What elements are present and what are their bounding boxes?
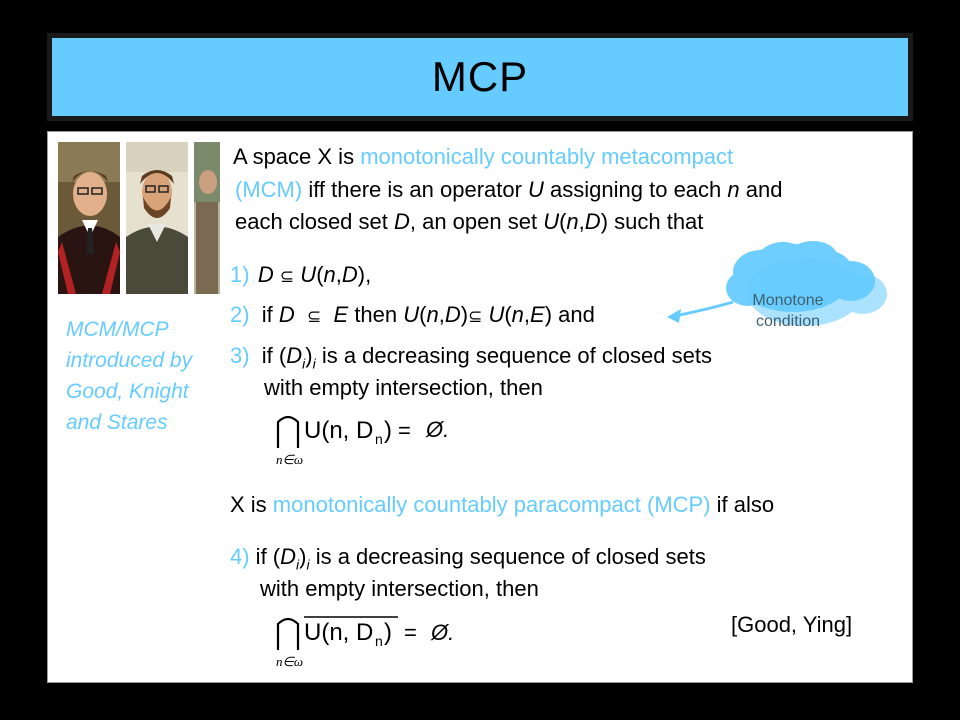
svg-text:n∈ω: n∈ω — [276, 452, 304, 467]
condition-3: 3) if $(D_i)_i$ is a decreasing sequence of closed sets — [230, 343, 712, 372]
svg-text:): ) — [384, 417, 392, 444]
photo-portrait-left — [58, 142, 120, 294]
svg-text:n∈ω: n∈ω — [276, 654, 304, 669]
condition-3-continuation: with empty intersection, then — [264, 375, 543, 400]
definition-text: iff there is an operator — [302, 177, 529, 202]
reference-text: [Good, Ying] — [731, 612, 853, 637]
term-mcp: monotonically countably paracompact (MCP) — [272, 492, 711, 517]
title-bar — [47, 33, 913, 121]
svg-text:n: n — [375, 633, 383, 649]
svg-text:U(n, D: U(n, D — [304, 417, 374, 444]
side-note-text: MCM/MCP introduced by Good, Knight and Stares — [66, 318, 193, 434]
empty-set-2: Ø. — [431, 620, 455, 645]
empty-set-1: Ø. — [426, 417, 450, 442]
content-panel — [47, 131, 913, 683]
formula-1-empty — [426, 417, 449, 443]
condition-2-number: 2) — [230, 302, 250, 327]
condition-4: 4) if $(D_i)_i$ is a decreasing sequence of closed sets — [230, 544, 706, 573]
definition-line-1 — [233, 144, 733, 170]
svg-text:=: = — [398, 418, 411, 443]
condition-4-continuation: with empty intersection, then — [260, 576, 539, 601]
condition-1: 1) . D ⊆ U(n,D), — [230, 262, 372, 287]
mcp-prefix: X is — [230, 492, 273, 517]
formula-intersection-2 — [268, 610, 508, 670]
slide-title: MCP — [431, 53, 529, 100]
condition-3-line-2 — [264, 375, 543, 401]
definition-line-2 — [235, 177, 782, 203]
condition-2: 2) if D ⊆ E then U(n,D)⊆ U(n,E) and — [230, 302, 595, 327]
cloud-label-text: Monotone condition — [752, 292, 824, 330]
photo-portrait-right — [194, 142, 220, 294]
term-mcm: monotonically countably metacompact — [360, 144, 734, 169]
mcp-definition — [230, 492, 774, 518]
definition-line-3: each closed set D, an open set U(n,D) such that — [235, 209, 704, 234]
condition-1-number: 1) — [230, 262, 250, 287]
definition-prefix: A space X is — [233, 144, 361, 169]
reference — [731, 612, 852, 638]
svg-text:n: n — [375, 431, 383, 447]
svg-text:U(n, D: U(n, D — [304, 619, 374, 646]
condition-3-number: 3) — [230, 343, 250, 368]
term-mcm-abbrev: (MCM) — [235, 177, 303, 202]
side-note — [66, 314, 216, 438]
cloud-label — [728, 290, 848, 332]
condition-4-line-2 — [260, 576, 539, 602]
operator-u: U — [528, 177, 544, 202]
svg-text:): ) — [384, 619, 392, 646]
photo-portrait-middle — [126, 142, 188, 294]
formula-intersection-1 — [268, 410, 508, 470]
svg-text:=: = — [404, 620, 417, 645]
var-n: n — [727, 177, 740, 202]
condition-4-number: 4) — [230, 544, 250, 569]
mcp-suffix: if also — [710, 492, 775, 517]
formula-2-empty — [431, 620, 454, 646]
definition-text-2: assigning to each — [543, 177, 728, 202]
definition-text-3: and — [739, 177, 783, 202]
